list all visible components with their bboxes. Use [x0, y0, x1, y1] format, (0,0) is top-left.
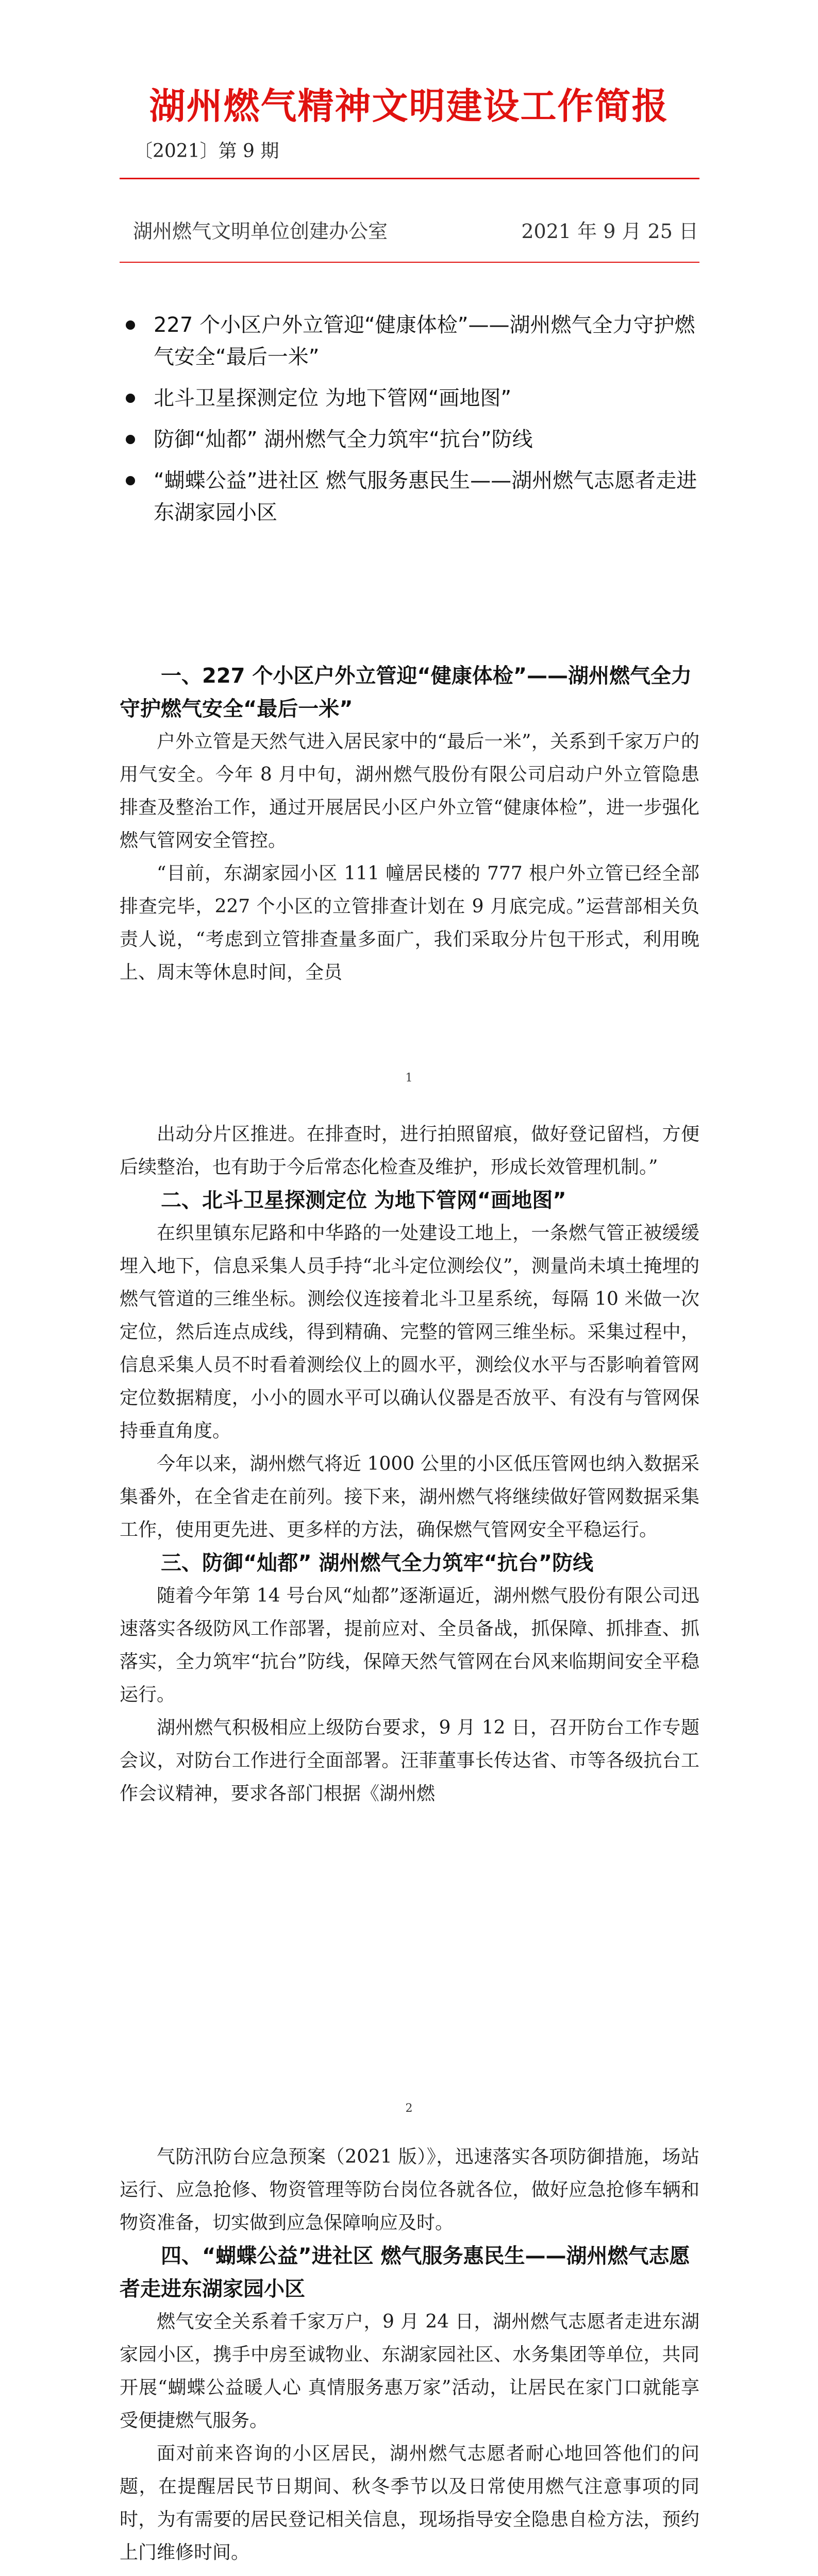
section-1	[120, 659, 699, 989]
issue-date: 2021 年 9 月 25 日	[521, 220, 698, 243]
page-2-body	[120, 1118, 699, 1810]
bullet-icon	[126, 435, 135, 444]
bulletin-title: 湖州燃气精神文明建设工作简报	[149, 84, 669, 127]
section-heading: 四、“蝴蝶公益”进社区 燃气服务惠民生——湖州燃气志愿者走进东湖家园小区	[120, 2244, 690, 2301]
page-number: 2	[405, 2102, 413, 2115]
paragraph: 气防汛防台应急预案（2021 版）》，迅速落实各项防御措施，场站运行、应急抢修、物资管理等防台岗位各就各位，做好应急抢修车辆和物资准备，切实做到应急保障响应及时。	[120, 2146, 699, 2233]
paragraph: 燃气安全关系着千家万户，9 月 24 日，湖州燃气志愿者走进东湖家园小区，携手中房至诚物业、东湖家园社区、水务集团等单位，共同开展“蝴蝶公益暖人心 真情服务惠万家”活动，让居民在家门口就能享受便捷燃气服务。	[120, 2311, 699, 2431]
toc-item: 北斗卫星探测定位 为地下管网“画地图”	[124, 382, 711, 414]
issuing-office: 湖州燃气文明单位创建办公室	[133, 220, 388, 243]
table-of-contents	[124, 309, 711, 538]
paragraph: 户外立管是天然气进入居民家中的“最后一米”，关系到千家万户的用气安全。今年 8 月中旬，湖州燃气股份有限公司启动户外立管隐患排查及整治工作，通过开展居民小区户外立管“健康体检”，进一步强化燃气管网安全管控。	[120, 731, 699, 851]
bullet-icon	[126, 320, 135, 330]
toc-item: “蝴蝶公益”进社区 燃气服务惠民生——湖州燃气志愿者走进东湖家园小区	[124, 465, 711, 529]
paragraph: “目前，东湖家园小区 111 幢居民楼的 777 根户外立管已经全部排查完毕，227 个小区的立管排查计划在 9 月底完成。”运营部相关负责人说，“考虑到立管排查量多面广，我们采取分片包干形式，利用晚上、周末等休息时间，全员	[120, 863, 699, 983]
section-heading: 一、227 个小区户外立管迎“健康体检”——湖州燃气全力守护燃气安全“最后一米”	[120, 664, 692, 721]
paragraph: 在织里镇东尼路和中华路的一处建设工地上，一条燃气管正被缓缓埋入地下，信息采集人员手持“北斗定位测绘仪”，测量尚未填土掩埋的燃气管道的三维坐标。测绘仪连接着北斗卫星系统，每隔 10 米做一次定位，然后连点成线，得到精确、完整的管网三维坐标。采集过程中，信息采集人员不时看着测绘仪上的圆水平，测绘仪水平与否影响着管网定位数据精度，小小的圆水平可以确认仪器是否放平、有没有与管网保持垂直角度。	[120, 1223, 699, 1442]
bullet-icon	[126, 476, 135, 485]
paragraph: 湖州燃气积极相应上级防台要求，9 月 12 日，召开防台工作专题会议，对防台工作进行全面部署。汪菲董事长传达省、市等各级抗台工作会议精神，要求各部门根据《湖州燃	[120, 1717, 699, 1804]
issue-number: 〔2021〕第 9 期	[134, 141, 279, 162]
red-divider-top	[120, 178, 699, 179]
page-number: 1	[405, 1072, 413, 1084]
paragraph: 今年以来，湖州燃气将近 1000 公里的小区低压管网也纳入数据采集番外，在全省走在前列。接下来，湖州燃气将继续做好管网数据采集工作，使用更先进、更多样的方法，确保燃气管网安全平稳运行。	[120, 1453, 699, 1540]
toc-item: 227 个小区户外立管迎“健康体检”——湖州燃气全力守护燃气安全“最后一米”	[124, 309, 711, 373]
paragraph: 随着今年第 14 号台风“灿都”逐渐逼近，湖州燃气股份有限公司迅速落实各级防风工作部署，提前应对、全员备战，抓保障、抓排查、抓落实，全力筑牢“抗台”防线，保障天然气管网在台风来临期间安全平稳运行。	[120, 1585, 699, 1705]
bullet-icon	[126, 394, 135, 403]
section-heading: 三、防御“灿都” 湖州燃气全力筑牢“抗台”防线	[161, 1551, 594, 1575]
paragraph: 出动分片区推进。在排查时，进行拍照留痕，做好登记留档，方便后续整治，也有助于今后常态化检查及维护，形成长效管理机制。”	[120, 1124, 699, 1178]
paragraph: 面对前来咨询的小区居民，湖州燃气志愿者耐心地回答他们的问题，在提醒居民节日期间、秋冬季节以及日常使用燃气注意事项的同时，为有需要的居民登记相关信息，现场指导安全隐患自检方法，预约上门维修时间。	[120, 2443, 699, 2563]
red-divider-bottom	[120, 262, 699, 263]
page-3-body	[120, 2141, 699, 2569]
section-heading: 二、北斗卫星探测定位 为地下管网“画地图”	[161, 1189, 566, 1212]
toc-item: 防御“灿都” 湖州燃气全力筑牢“抗台”防线	[124, 423, 711, 455]
